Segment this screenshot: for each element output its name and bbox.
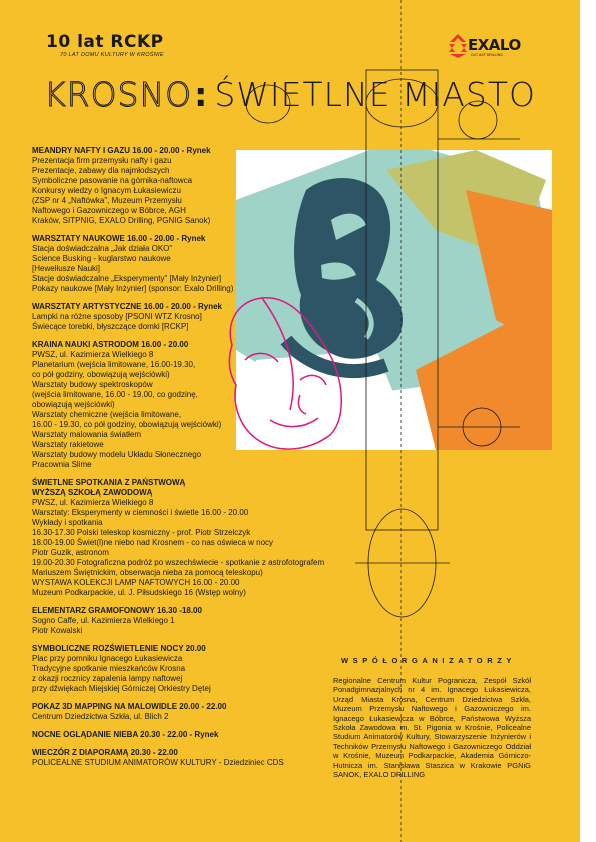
section-line: Symboliczne pasowanie na górnika-naftowca bbox=[32, 176, 193, 185]
section-line: 18.00-19.00 Świet(l)ne niebo nad Krosnem - co nas oświeca w nocy bbox=[32, 538, 274, 547]
section-line: Stacje doświadczalne „Eksperymenty" [Mały Inżynier] bbox=[32, 274, 222, 283]
section-line: Warsztaty malowania światłem bbox=[32, 430, 142, 439]
section-line: Piotr Kowalski bbox=[32, 626, 83, 635]
section-line: Tradycyjne spotkanie mieszkańców Krosna bbox=[32, 664, 186, 673]
program-section bbox=[32, 234, 332, 294]
section-line: Mariuszem Świętnickim, obserwacja nieba za pomocą teleskopu) bbox=[32, 568, 263, 577]
section-line: PWSZ, ul. Kazimierza Wielkiego 8 bbox=[32, 498, 154, 507]
program-section bbox=[32, 302, 332, 332]
section-line: Lampki na różne sposoby [PSONI WTZ Krosno] bbox=[32, 312, 202, 321]
partners-heading: WSPÓŁORGANIZATORZY bbox=[341, 656, 517, 665]
exalo-mark-icon bbox=[446, 33, 470, 59]
section-heading: NOCNE OGLĄDANIE NIEBA 20.30 - 22.00 - Rynek bbox=[32, 730, 219, 739]
section-heading: ELEMENTARZ GRAMOFONOWY 16.30 -18.00 bbox=[32, 606, 202, 615]
section-line: Planetarium (wejścia limitowane, 16.00-19.30, bbox=[32, 360, 196, 369]
exalo-logo-text: EXALO bbox=[468, 36, 521, 54]
section-line: Warsztaty chemiczne (wejścia limitowane, bbox=[32, 410, 182, 419]
title-colon: : bbox=[194, 75, 209, 114]
section-line: Muzeum Podkarpackie, ul. J. Piłsudskiego 16 (Wstęp wolny) bbox=[32, 588, 246, 597]
program-section bbox=[32, 146, 332, 226]
section-heading: ŚWIETLNE SPOTKANIA Z PAŃSTWOWĄ WYŻSZĄ SZKOŁĄ ZAWODOWĄ bbox=[32, 478, 186, 497]
section-line: Świecące torebki, błyszczące domki [RCKP] bbox=[32, 322, 189, 331]
section-heading: MEANDRY NAFTY I GAZU 16.00 - 20.00 - Rynek bbox=[32, 146, 211, 155]
page-title bbox=[44, 76, 536, 114]
program-section bbox=[32, 478, 332, 598]
section-line: Warsztaty rakietowe bbox=[32, 440, 104, 449]
section-line: 16.30-17.30 Polski teleskop kosmiczny - prof. Piotr Strzelczyk bbox=[32, 528, 251, 537]
section-line: Pokazy naukowe [Mały Inżynier] (sponsor: Exalo Drilling) bbox=[32, 284, 234, 293]
title-city: KROSNO bbox=[44, 75, 193, 114]
section-line: Kraków, SITPNIG, EXALO Drilling, PGNIG Sanok) bbox=[32, 216, 211, 225]
section-line: Science Busking - kuglarstwo naukowe bbox=[32, 254, 171, 263]
program-section bbox=[32, 730, 332, 740]
section-heading: SYMBOLICZNE ROZŚWIETLENIE NOCY 20.00 bbox=[32, 644, 206, 653]
section-heading: POKAZ 3D MAPPING NA MALOWIDLE 20.00 - 22.00 bbox=[32, 702, 227, 711]
section-line: Warsztaty budowy modelu Układu Słonecznego bbox=[32, 450, 202, 459]
partners-section bbox=[333, 656, 531, 779]
section-line: Centrum Dziedzictwa Szkła, ul. Blich 2 bbox=[32, 712, 169, 721]
event-program bbox=[32, 146, 332, 776]
program-section bbox=[32, 340, 332, 470]
section-line: POLICEALNE STUDIUM ANIMATORÓW KULTURY - Dziedziniec CDS bbox=[32, 758, 284, 767]
section-line: Naftowego i Gazowniczego w Bóbrce, AGH bbox=[32, 206, 186, 215]
section-heading: WARSZTATY NAUKOWE 16.00 - 20.00 - Rynek bbox=[32, 234, 206, 243]
section-line: obowiązują wejściówki) bbox=[32, 400, 115, 409]
section-line: 19.00-20.30 Fotograficzna podróż po wszechświecie - spotkanie z astrofotografem bbox=[32, 558, 325, 567]
section-line: 16.00 - 19.30, co pół godziny, obowiązują wejściówki) bbox=[32, 420, 222, 429]
rckp-logo bbox=[46, 34, 164, 58]
rckp-logo-text: 10 lat RCKP bbox=[46, 32, 164, 52]
program-section bbox=[32, 702, 332, 722]
section-line: PWSZ, ul. Kazimierza Wielkiego 8 bbox=[32, 350, 154, 359]
section-line: (wejścia limitowane, 16.00 - 19.00, co godzinę, bbox=[32, 390, 198, 399]
section-line: Plac przy pomniku Ignacego Łukasiewicza bbox=[32, 654, 183, 663]
section-heading: WIECZÓR Z DIAPORAMĄ 20.30 - 22.00 bbox=[32, 748, 178, 757]
section-line: przy dźwiękach Miejskiej Górniczej Orkiestry Dętej bbox=[32, 684, 211, 693]
section-line: Konkursy wiedzy o Ignacym Łukasiewiczu bbox=[32, 186, 181, 195]
section-line: Warsztaty budowy spektroskopów bbox=[32, 380, 153, 389]
section-line: Pracownia Slime bbox=[32, 460, 92, 469]
program-section bbox=[32, 606, 332, 636]
section-line: (ZSP nr 4 „Naftówka", Muzeum Przemysłu bbox=[32, 196, 182, 205]
rckp-logo-subtitle: 70 LAT DOMU KULTURY W KROŚNIE bbox=[60, 52, 164, 58]
section-heading: KRAINA NAUKI ASTRODOM 16.00 - 20.00 bbox=[32, 340, 189, 349]
exalo-tagline: CUT ASF DRILLING bbox=[471, 53, 503, 57]
section-line: Prezentacje, zabawy dla najmłodszych bbox=[32, 166, 170, 175]
section-line: Prezentacja firm przemysłu nafty i gazu bbox=[32, 156, 172, 165]
partners-list: Regionalne Centrum Kultur Pogranicza, Zespół Szkół Ponadgimnazjalnych nr 4 im. Ignacego Łukasiewicza, Urząd Miasta Krosna, Centrum Dziedzictwa Szkła, Muzeum Przemysłu Naftowego i Gazowniczego im. Ignacego Łukasiewicza w Bóbrce, Państwowa Wyższa Szkoła Zawodowa im. St. Pigonia w Krośnie, Policealne Studium Animatorów Kultury, Stowarzyszenie Inżynierów i Techników Przemysłu Naftowego i Gazowniczego Oddział w Krośnie, Muzeum Podkarpackie, Akademia Górniczo-Hutnicza im. Stanisława Staszica w Krakowie PGNiG SANOK, EXALO DRILLING bbox=[333, 676, 531, 780]
section-line: Warsztaty: Eksperymenty w ciemności i świetle 16.00 - 20.00 bbox=[32, 508, 249, 517]
section-line: z okazji rocznicy zapalenia lampy naftowej bbox=[32, 674, 183, 683]
section-line: Wykłady i spotkania bbox=[32, 518, 103, 527]
section-line: Piotr Guzik, astronom bbox=[32, 548, 109, 557]
section-line: WYSTAWA KOLEKCJI LAMP NAFTOWYCH 16.00 - 20.00 bbox=[32, 578, 240, 587]
section-heading: WARSZTATY ARTYSTYCZNE 16.00 - 20.00 - Rynek bbox=[32, 302, 222, 311]
section-line: [Hewelłusze Nauki] bbox=[32, 264, 101, 273]
program-section bbox=[32, 644, 332, 694]
section-line: Sogno Caffe, ul. Kazimierza Wielkiego 1 bbox=[32, 616, 175, 625]
program-section bbox=[32, 748, 332, 768]
title-subtitle: ŚWIETLNE MIASTO bbox=[214, 75, 536, 114]
section-line: co pół godziny, obowiązują wejściówki) bbox=[32, 370, 170, 379]
section-line: Stacja doświadczalna „Jak działa OKO" bbox=[32, 244, 173, 253]
